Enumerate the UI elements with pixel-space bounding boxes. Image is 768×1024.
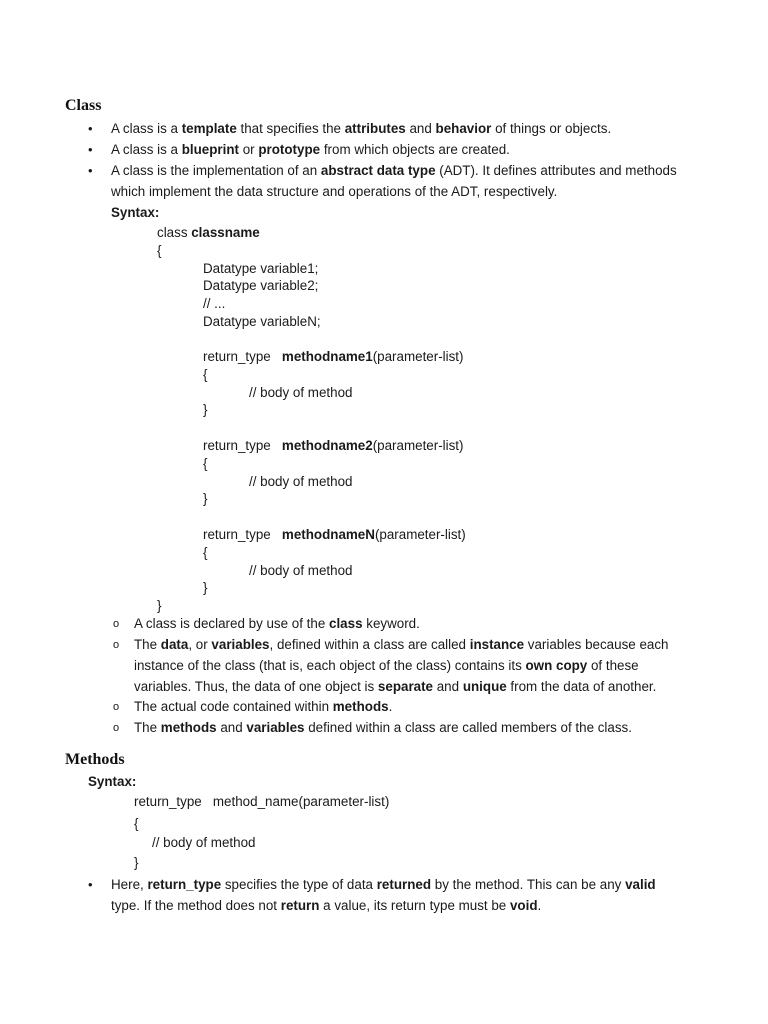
circle-bullet: o bbox=[113, 722, 120, 734]
class-note-4: The methods and variables defined within a class are called members of the class. bbox=[134, 720, 632, 735]
methods-bullet-line2: type. If the method does not return a value, its return type must be void. bbox=[111, 898, 542, 913]
code-close-brace: } bbox=[157, 598, 162, 613]
code-brace: { bbox=[203, 545, 208, 560]
code-var: Datatype variableN; bbox=[203, 314, 321, 329]
class-bullet-3: A class is the implementation of an abstract data type (ADT). It defines attributes and methods bbox=[111, 163, 677, 178]
class-bullet-3-cont: which implement the data structure and operations of the ADT, respectively. bbox=[111, 184, 558, 199]
class-syntax-label: Syntax: bbox=[111, 205, 160, 220]
methods-code-close: } bbox=[134, 855, 139, 870]
code-comment: // body of method bbox=[249, 474, 353, 489]
class-heading: Class bbox=[65, 97, 102, 114]
methods-syntax-label: Syntax: bbox=[88, 774, 137, 789]
class-note-2-line1: The data, or variables, defined within a class are called instance variables because each bbox=[134, 637, 669, 652]
methods-code-sig: return_type method_name(parameter-list) bbox=[134, 794, 390, 809]
circle-bullet: o bbox=[113, 639, 120, 651]
code-var: // ... bbox=[203, 296, 226, 311]
circle-bullet: o bbox=[113, 701, 120, 713]
methods-code-open: { bbox=[134, 816, 139, 831]
bullet-dot: • bbox=[88, 163, 93, 178]
code-comment: // body of method bbox=[249, 385, 353, 400]
code-var: Datatype variable2; bbox=[203, 278, 319, 293]
class-note-3: The actual code contained within methods. bbox=[134, 699, 393, 714]
code-comment: // body of method bbox=[249, 563, 353, 578]
code-method-sig: return_type methodname2(parameter-list) bbox=[203, 438, 464, 453]
bullet-dot: • bbox=[88, 142, 93, 157]
methods-code-body: // body of method bbox=[152, 835, 256, 850]
circle-bullet: o bbox=[113, 618, 120, 630]
code-method-sig: return_type methodname1(parameter-list) bbox=[203, 349, 464, 364]
code-brace: { bbox=[203, 367, 208, 382]
code-open-brace: { bbox=[157, 243, 162, 258]
class-note-2-line2: instance of the class (that is, each object of the class) contains its own copy of these bbox=[134, 658, 639, 673]
code-brace: } bbox=[203, 491, 208, 506]
class-bullet-1: A class is a template that specifies the attributes and behavior of things or objects. bbox=[111, 121, 612, 136]
class-note-1: A class is declared by use of the class keyword. bbox=[134, 616, 420, 631]
bullet-dot: • bbox=[88, 121, 93, 136]
code-brace: } bbox=[203, 580, 208, 595]
bullet-dot: • bbox=[88, 877, 93, 892]
code-class-decl: class classname bbox=[157, 225, 260, 240]
class-bullet-2: A class is a blueprint or prototype from which objects are created. bbox=[111, 142, 510, 157]
methods-heading: Methods bbox=[65, 751, 125, 768]
code-var: Datatype variable1; bbox=[203, 261, 319, 276]
code-brace: } bbox=[203, 402, 208, 417]
code-brace: { bbox=[203, 456, 208, 471]
class-note-2-line3: variables. Thus, the data of one object is separate and unique from the data of another. bbox=[134, 679, 657, 694]
methods-bullet-line1: Here, return_type specifies the type of data returned by the method. This can be any valid bbox=[111, 877, 656, 892]
code-method-sig: return_type methodnameN(parameter-list) bbox=[203, 527, 466, 542]
